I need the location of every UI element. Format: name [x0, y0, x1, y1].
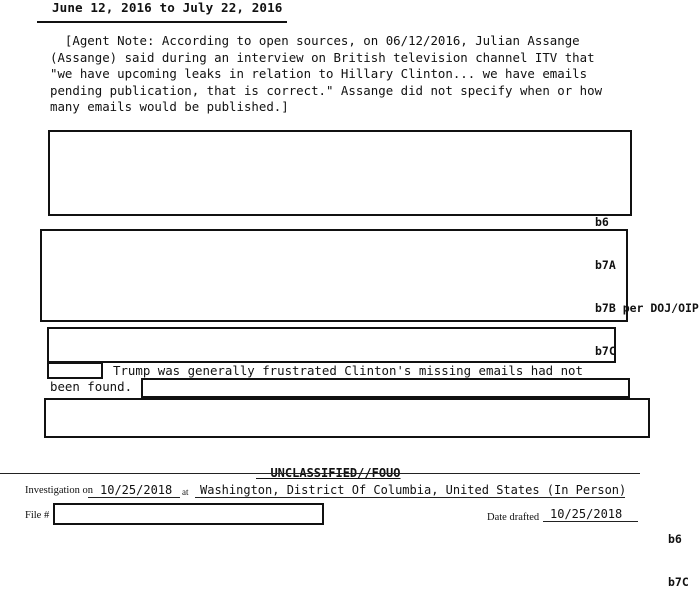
- heading-underline: [37, 21, 287, 23]
- investigation-date: 10/25/2018: [100, 483, 173, 497]
- footer-code-b6: b6: [668, 531, 682, 546]
- agent-note-line: "we have upcoming leaks in relation to Hillary Clinton... we have emails: [50, 66, 588, 82]
- redaction-box: [40, 229, 628, 322]
- section-heading: June 12, 2016 to July 22, 2016: [52, 0, 283, 15]
- footer-exemption-codes: [668, 503, 689, 604]
- exemption-code-b7a: b7A: [595, 258, 616, 273]
- agent-note-line: [Agent Note: According to open sources, on 06/12/2016, Julian Assange: [50, 33, 580, 48]
- footer-code-b7c: b7C: [668, 575, 689, 590]
- been-found-text: been found.: [50, 379, 133, 394]
- investigation-label: Investigation on: [25, 485, 93, 496]
- file-number-redaction: [53, 503, 324, 525]
- investigation-location: Washington, District Of Columbia, United States (In Person): [200, 483, 627, 497]
- footer-rule: [0, 473, 640, 474]
- date-drafted-value: 10/25/2018: [550, 507, 623, 521]
- redaction-box: [141, 378, 630, 398]
- agent-note: [50, 33, 602, 116]
- date-drafted-rule: [543, 521, 638, 522]
- date-drafted-label: Date drafted: [487, 512, 540, 523]
- agent-note-line: (Assange) said during an interview on British television channel ITV that: [50, 49, 595, 65]
- classification-level: UNCLASSIFIED//: [270, 465, 372, 480]
- redaction-box-small: [47, 362, 103, 379]
- agent-note-line: pending publication, that is correct." Assange did not specify when or how: [50, 82, 603, 98]
- exemption-code-b6: b6: [595, 214, 609, 229]
- location-rule: [195, 497, 625, 498]
- at-label: at: [182, 487, 189, 497]
- redaction-box: [48, 130, 632, 216]
- redaction-box: [47, 327, 616, 363]
- exemption-codes: [595, 186, 699, 373]
- file-number-label: File #: [25, 510, 50, 521]
- classification-marking: [256, 448, 401, 481]
- redaction-box: [44, 398, 650, 438]
- investigation-date-rule: [88, 497, 180, 498]
- trump-sentence: Trump was generally frustrated Clinton's missing emails had not: [113, 363, 583, 378]
- exemption-code-b7b: b7B per DOJ/OIP: [595, 301, 699, 316]
- agent-note-line: many emails would be published.]: [50, 99, 289, 115]
- exemption-code-b7c: b7C: [595, 344, 616, 359]
- classification-struck: FOUO: [371, 465, 401, 480]
